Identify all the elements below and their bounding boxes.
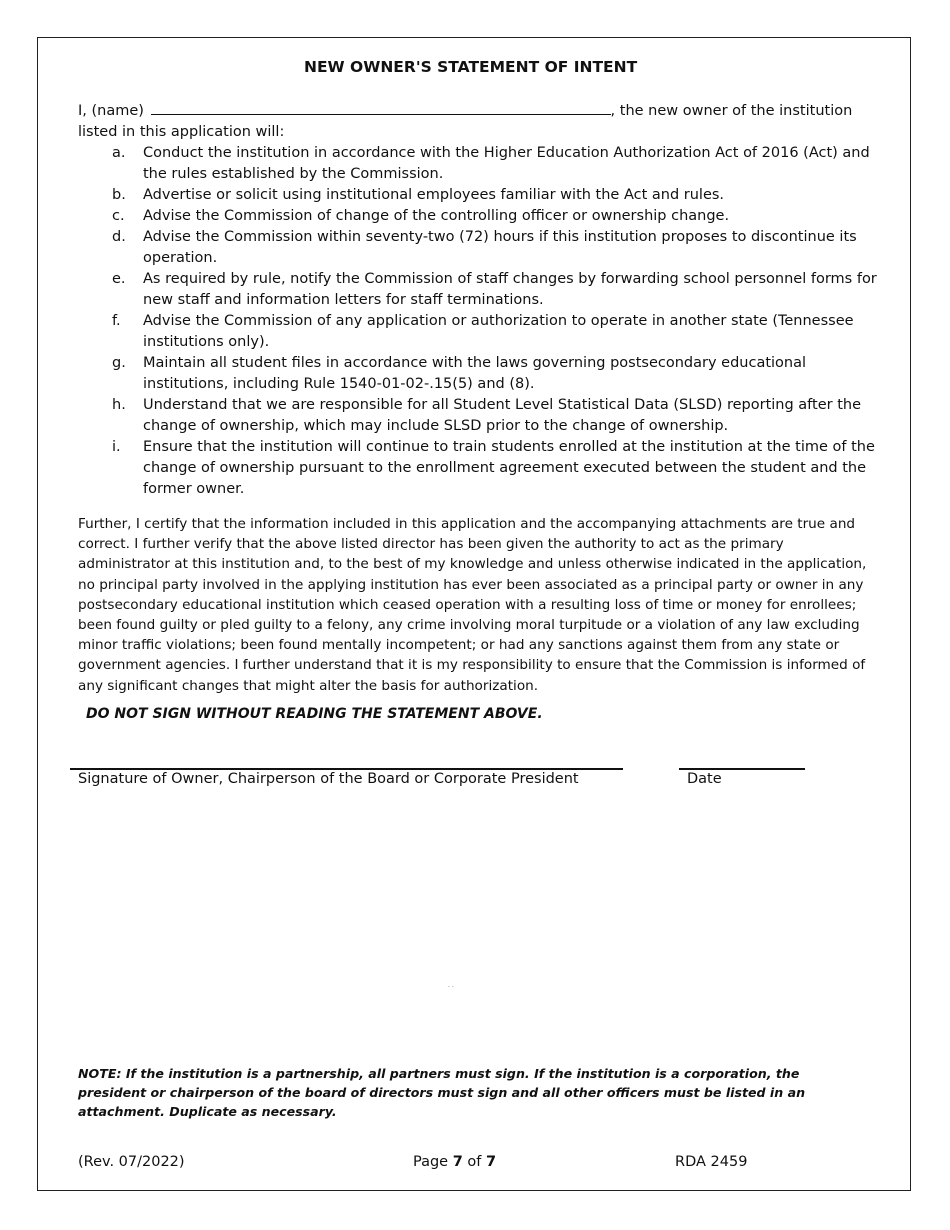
commitment-list — [78, 143, 878, 500]
owner-signature-label: Signature of Owner, Chairperson of the Board or Corporate President — [78, 771, 579, 787]
list-item-text: Advertise or solicit using institutional employees familiar with the Act and rules. — [143, 187, 725, 203]
name-field-blank[interactable] — [151, 100, 611, 115]
list-item — [78, 311, 878, 353]
list-marker: e. — [112, 271, 126, 287]
intro-prefix: I, (name) — [78, 103, 149, 119]
signing-warning: DO NOT SIGN WITHOUT READING THE STATEMENT ABOVE. — [86, 706, 543, 722]
list-item-text: Advise the Commission of change of the controlling officer or ownership change. — [143, 208, 730, 224]
list-marker: g. — [112, 355, 126, 371]
list-item — [78, 227, 878, 269]
list-item — [78, 395, 878, 437]
list-item — [78, 353, 878, 395]
signature-note: NOTE: If the institution is a partnership, all partners must sign. If the institution is a corporation, the president or chairperson of the board of directors must sign and all other officers must be listed in an attachment. Duplicate as necessary. — [78, 1066, 806, 1119]
list-item-text: Ensure that the institution will continue to train students enrolled at the institution at the time of the change of ownership pursuant to the enrollment agreement executed between the student and the former owner. — [143, 439, 875, 497]
date-label: Date — [687, 771, 722, 787]
stray-marks: . . — [448, 982, 454, 989]
page-total: 7 — [486, 1154, 497, 1170]
list-marker: h. — [112, 397, 126, 413]
list-item-text: Advise the Commission within seventy-two (72) hours if this institution proposes to discontinue its operation. — [143, 229, 857, 266]
list-marker: c. — [112, 208, 125, 224]
list-item — [78, 437, 878, 500]
date-signature-line[interactable] — [679, 768, 805, 770]
list-item-text: Maintain all student files in accordance with the laws governing postsecondary educational institutions, including Rule 1540-01-02-.15(5) and (8). — [143, 355, 807, 392]
owner-signature-line[interactable] — [70, 768, 623, 770]
list-item-text: Understand that we are responsible for all Student Level Statistical Data (SLSD) reporting after the change of ownership, which may include SLSD prior to the change of ownership. — [143, 397, 862, 434]
list-item — [78, 143, 878, 185]
intro-line-2: listed in this application will: — [78, 124, 285, 140]
certification-paragraph: Further, I certify that the information included in this application and the accompanying attachments are true and correct. I further verify that the above listed director has been given the authority to act as the primary administrator at this institution and, to the best of my knowledge and unless otherwise indicated in the application, no principal party involved in the applying institution has ever been associated as a principal party or owner in any postsecondary educational institution which ceased operation with a resulting loss of time or money for enrollees; been found guilty or pled guilty to a felony, any crime involving moral turpitude or a violation of any law excluding minor traffic violations; been found mentally incompetent; or had any sanctions against them from any state or government agencies. I further understand that it is my responsibility to ensure that the Commission is informed of any significant changes that might alter the basis for authorization. — [78, 516, 867, 694]
list-item-text: As required by rule, notify the Commission of staff changes by forwarding school personnel forms for new staff and information letters for staff terminations. — [143, 271, 877, 308]
list-item-text: Advise the Commission of any application or authorization to operate in another state (Tennessee institutions only). — [143, 313, 854, 350]
intro-statement — [78, 100, 878, 143]
page-number — [413, 1154, 496, 1170]
form-id: RDA 2459 — [675, 1154, 748, 1170]
revision-label: (Rev. 07/2022) — [78, 1154, 185, 1170]
list-item — [78, 185, 878, 206]
intro-suffix: , the new owner of the institution — [610, 103, 853, 119]
page-title: NEW OWNER'S STATEMENT OF INTENT — [304, 58, 638, 76]
list-marker: b. — [112, 187, 126, 203]
intro-line-1 — [78, 100, 878, 122]
list-marker: f. — [112, 313, 121, 329]
list-item — [78, 269, 878, 311]
list-marker: i. — [112, 439, 121, 455]
page-prefix: Page — [413, 1154, 453, 1170]
list-item — [78, 206, 878, 227]
list-marker: d. — [112, 229, 126, 245]
list-item-text: Conduct the institution in accordance with the Higher Education Authorization Act of 2016 (Act) and the rules established by the Commission. — [143, 145, 870, 182]
list-marker: a. — [112, 145, 126, 161]
page-current: 7 — [452, 1154, 463, 1170]
page-of: of — [462, 1154, 487, 1170]
